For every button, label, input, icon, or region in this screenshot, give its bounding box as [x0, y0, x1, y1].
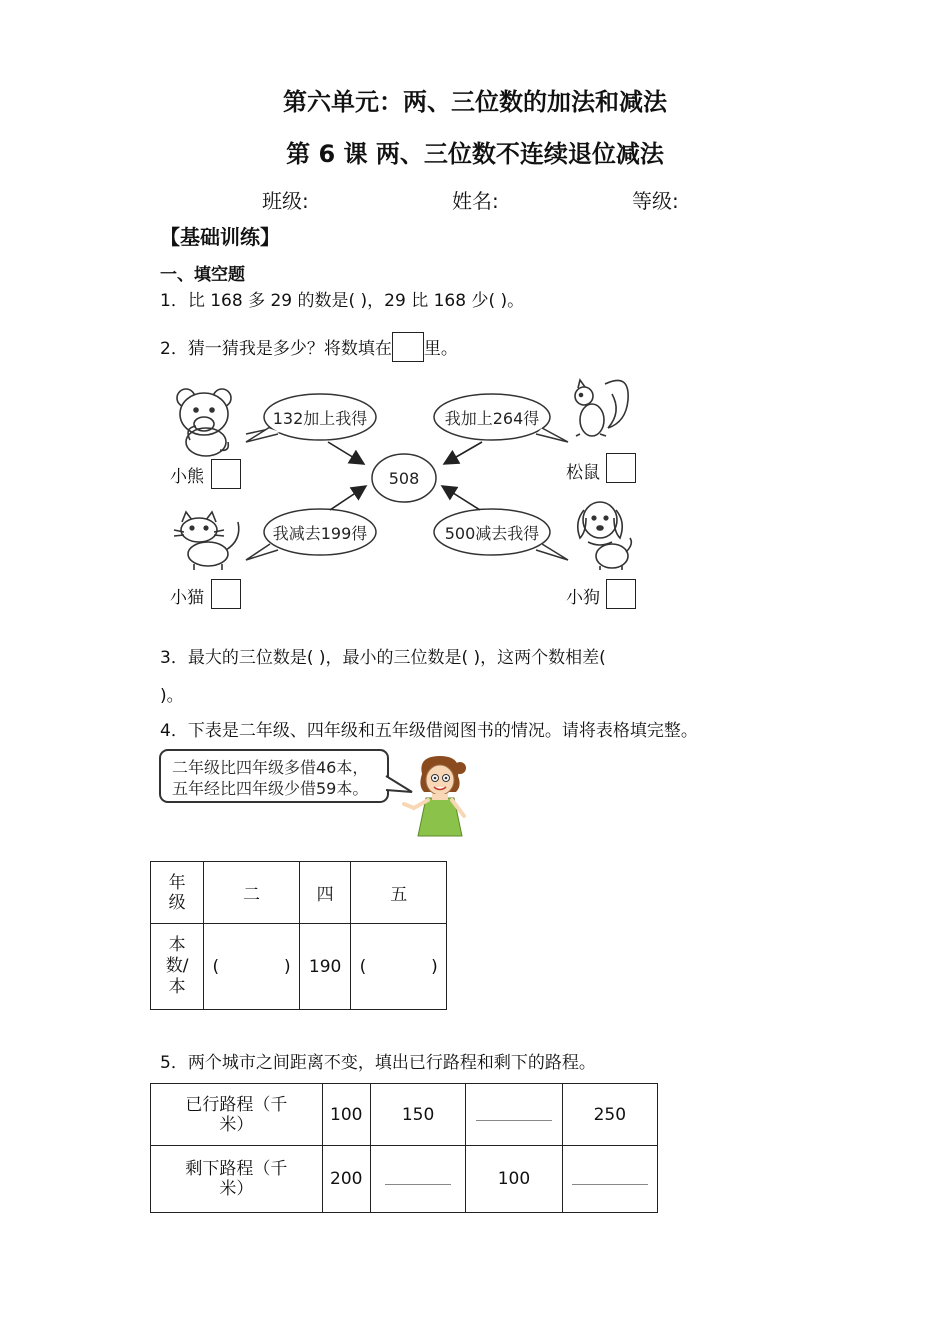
traveled-label: 米）	[219, 1114, 254, 1135]
count-header-text: 数/	[165, 956, 189, 976]
question-1: 1．比 168 多 29 的数是( )，29 比 168 少( )。	[160, 291, 525, 311]
remaining-blank-cell[interactable]	[562, 1146, 657, 1213]
speech-line-2: 五年经比四年级少借59本。	[172, 779, 369, 798]
speech-bubble	[156, 746, 476, 842]
answer-box[interactable]	[392, 332, 424, 362]
arrow-squirrel	[444, 442, 482, 464]
question-2	[160, 332, 458, 362]
arrow-bear	[328, 442, 364, 464]
traveled-blank[interactable]	[476, 1104, 552, 1121]
remaining-label: 米）	[219, 1179, 254, 1199]
lesson-title: 第 6 课 两、三位数不连续退位减法	[286, 140, 664, 168]
answer-box-dog[interactable]	[606, 579, 636, 609]
center-number: 508	[388, 469, 420, 488]
squirrel-icon	[575, 380, 628, 436]
traveled-cell: 250	[562, 1084, 657, 1146]
answer-box-cat[interactable]	[211, 579, 241, 609]
grade-cell-two: 二	[204, 862, 300, 924]
distance-table	[150, 1083, 658, 1213]
remaining-blank[interactable]	[572, 1168, 648, 1185]
count-header-text: 本	[168, 935, 186, 955]
count-blank-two[interactable]: ( )	[204, 924, 300, 1010]
bubble-dog	[434, 509, 568, 560]
question-2-text: 2．猜一猜我是多少？将数填在	[160, 339, 392, 359]
dog-icon	[578, 502, 632, 570]
question-3-line2: )。	[160, 686, 184, 706]
answer-box-squirrel[interactable]	[606, 453, 636, 483]
count-header-text: 本	[168, 977, 186, 997]
question-5: 5．两个城市之间距离不变，填出已行路程和剩下的路程。	[160, 1053, 596, 1073]
name-field-label: 姓名:	[452, 189, 499, 213]
count-blank-five[interactable]: ( )	[351, 924, 447, 1010]
remaining-label-cell	[151, 1146, 323, 1213]
bubble-bear-text: 132加上我得	[272, 409, 368, 428]
remaining-cell: 200	[322, 1146, 370, 1213]
grade-header-text: 级	[168, 892, 186, 913]
arrow-dog	[442, 486, 480, 510]
remaining-blank-cell[interactable]	[370, 1146, 465, 1213]
speech-line-1: 二年级比四年级多借46本，	[172, 758, 369, 777]
arrow-cat	[330, 486, 366, 510]
count-cell-four: 190	[299, 924, 351, 1010]
remaining-label: 剩下路程（千	[185, 1159, 288, 1179]
grade-field-label: 等级:	[632, 189, 679, 213]
question-2-text-end: 里。	[423, 339, 458, 359]
bubble-squirrel-text: 我加上264得	[444, 409, 540, 428]
label-squirrel: 松鼠	[566, 463, 600, 483]
part1-title: 一、填空题	[160, 265, 245, 285]
bear-icon	[177, 389, 231, 456]
girl-icon	[404, 756, 466, 836]
grade-header-text: 年	[168, 872, 186, 893]
traveled-cell: 150	[370, 1084, 465, 1146]
count-header-cell	[151, 924, 204, 1010]
traveled-label-cell	[151, 1084, 323, 1146]
unit-title: 第六单元：两、三位数的加法和减法	[283, 88, 667, 116]
grade-cell-five: 五	[351, 862, 447, 924]
label-cat: 小猫	[170, 588, 204, 608]
question-3-line1: 3．最大的三位数是( )，最小的三位数是( )，这两个数相差(	[160, 648, 606, 668]
bubble-bear	[244, 394, 376, 442]
bubble-cat	[246, 509, 376, 560]
borrowing-table	[150, 861, 447, 1010]
traveled-label: 已行路程（千	[185, 1094, 288, 1115]
cat-icon	[174, 512, 239, 570]
remaining-cell: 100	[466, 1146, 562, 1213]
class-field-label: 班级:	[262, 189, 309, 213]
grade-cell-four: 四	[299, 862, 351, 924]
traveled-blank-cell[interactable]	[466, 1084, 562, 1146]
remaining-blank[interactable]	[385, 1168, 451, 1185]
label-dog: 小狗	[566, 588, 600, 608]
question-4: 4．下表是二年级、四年级和五年级借阅图书的情况。请将表格填完整。	[160, 721, 698, 741]
bubble-squirrel	[434, 394, 568, 442]
bubble-cat-text: 我减去199得	[272, 524, 368, 543]
bubble-dog-text: 500减去我得	[444, 524, 540, 543]
label-bear: 小熊	[170, 467, 204, 487]
grade-header-cell	[151, 862, 204, 924]
answer-box-bear[interactable]	[211, 459, 241, 489]
traveled-cell: 100	[322, 1084, 370, 1146]
section-title: 【基础训练】	[160, 225, 280, 249]
